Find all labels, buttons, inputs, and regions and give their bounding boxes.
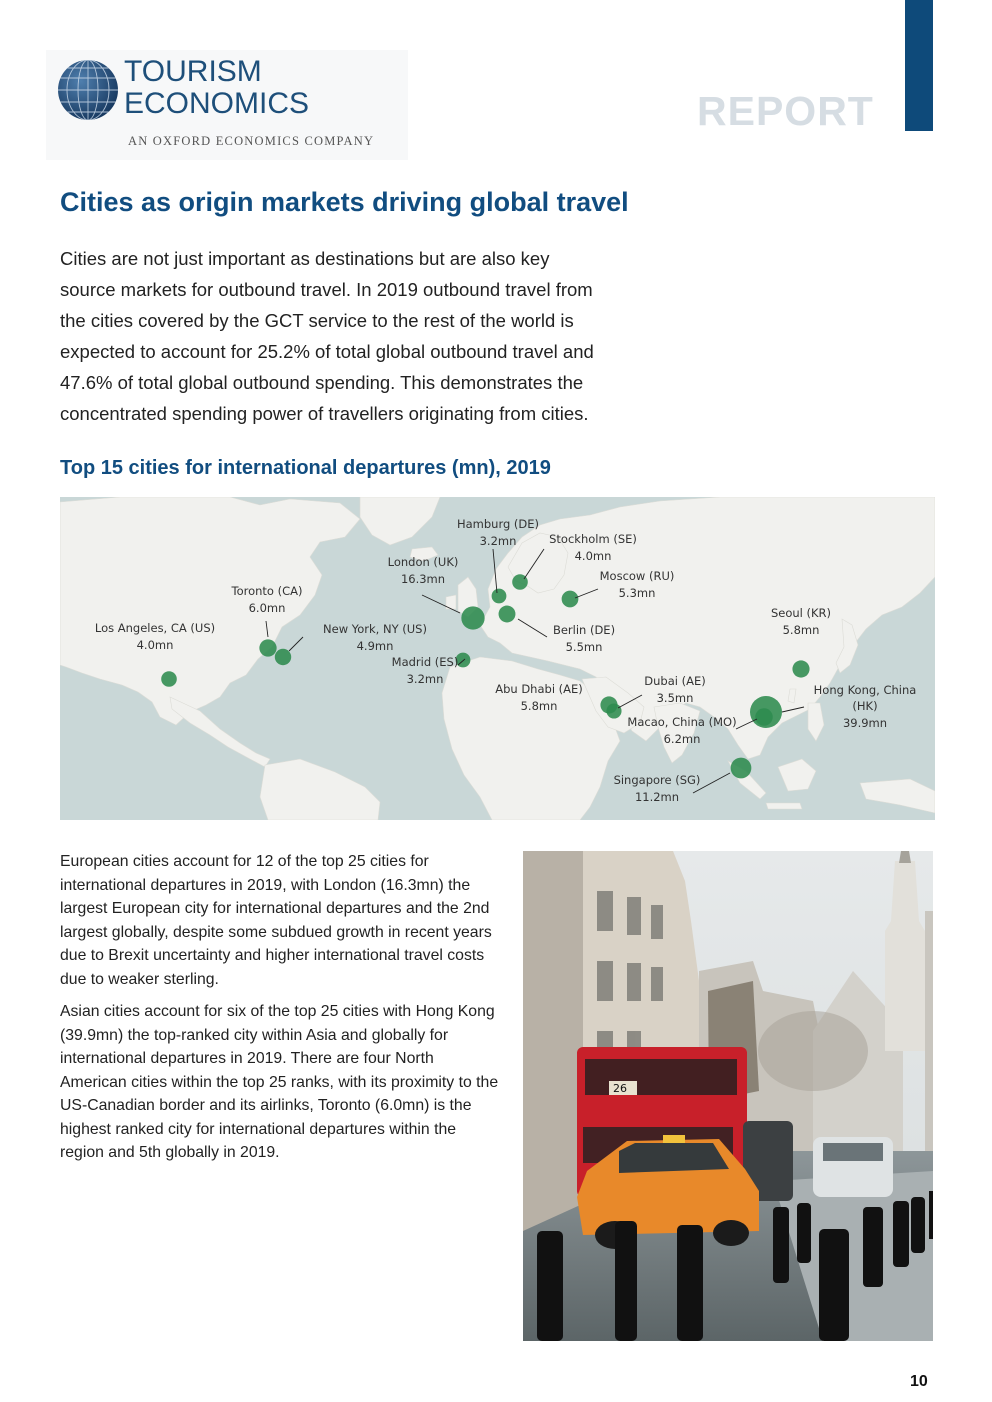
city-name-label: Toronto (CA) (231, 584, 303, 598)
page-title: Cities as origin markets driving global travel (60, 187, 629, 217)
city-bubble (606, 703, 621, 718)
city-name-label: Hong Kong, China (HK) (813, 683, 917, 713)
city-value-label: 5.8mn (782, 623, 820, 637)
city-name-label: Stockholm (SE) (549, 532, 637, 546)
globe-icon (56, 58, 120, 122)
left-building-shadow (523, 851, 583, 1231)
city-bubble (731, 758, 752, 779)
intro-line: Cities are not just important as destinations but are also key (60, 248, 550, 269)
header-accent-bar (905, 0, 933, 131)
city-bubble (275, 649, 291, 665)
city-value-label: 39.9mn (842, 716, 888, 730)
body-paragraph: Asian cities account for six of the top 25 cities with Hong Kong (39.9mn) the top-ranked city within Asia and globally for international departures in 2019. There are four North American cities within the top 25 ranks, with its proximity to the US-Canadian border and its airlinks, Toronto (6.0mn) is the highest ranked city for international departures within the region and 5th globally in 2019. (60, 1003, 499, 1161)
city-value-label: 5.5mn (565, 640, 603, 654)
intro-line: expected to account for 25.2% of total global outbound travel and (60, 341, 594, 362)
city-bubble (492, 589, 507, 604)
city-value-label: 11.2mn (634, 790, 680, 804)
city-name-label: Macao, China (MO) (627, 715, 737, 729)
city-name-label: Moscow (RU) (599, 569, 675, 583)
city-name-label: Madrid (ES) (391, 655, 459, 669)
city-name-label: Berlin (DE) (552, 623, 616, 637)
intro-line: concentrated spending power of travellers originating from cities. (60, 403, 589, 424)
body-paragraph: European cities account for 12 of the top 25 cities for international departures in 2019, with London (16.3mn) the largest European city for international departures and the 2nd largest globally, despite some subdued growth in recent years due to Brexit uncertainty and higher international travel costs due to weaker sterling. (60, 853, 492, 988)
bare-tree (758, 1011, 868, 1091)
page-number: 10 (910, 1373, 928, 1390)
city-value-label: 3.2mn (479, 534, 517, 548)
city-value-label: 5.8mn (520, 699, 558, 713)
logo-word-economics: ECONOMICS (124, 87, 310, 120)
city-name-label: Singapore (SG) (613, 773, 701, 787)
body-text (60, 850, 500, 1174)
spire-top (899, 851, 911, 863)
city-bubble (562, 591, 579, 608)
intro-line: 47.6% of total global outbound spending. This demonstrates the (60, 372, 584, 393)
city-name-label: New York, NY (US) (323, 622, 427, 636)
city-bubble (755, 708, 772, 725)
city-bubble (461, 606, 484, 629)
intro-paragraph (60, 243, 660, 429)
chart-title: Top 15 cities for international departures (mn), 2019 (60, 457, 551, 479)
white-car-windscreen (823, 1143, 883, 1161)
company-logo (46, 50, 408, 160)
city-value-label: 6.2mn (663, 732, 701, 746)
city-value-label: 4.0mn (574, 549, 612, 563)
logo-word-tourism: TOURISM (124, 55, 262, 88)
land-java (766, 803, 802, 809)
city-value-label: 4.0mn (136, 638, 174, 652)
city-bubble (259, 639, 276, 656)
city-value-label: 3.5mn (656, 691, 694, 705)
city-value-label: 5.3mn (618, 586, 656, 600)
city-name-label: Abu Dhabi (AE) (495, 682, 583, 696)
city-value-label: 6.0mn (248, 601, 286, 615)
right-edge-building (925, 911, 933, 1151)
bus-route-number: 26 (613, 1082, 627, 1095)
city-name-label: Los Angeles, CA (US) (94, 621, 216, 635)
photo-illustration (523, 851, 933, 1341)
city-name-label: Hamburg (DE) (456, 517, 540, 531)
city-name-label: Dubai (AE) (644, 674, 706, 688)
city-bubble (161, 671, 177, 687)
city-name-label: London (UK) (387, 555, 459, 569)
report-label: REPORT (697, 88, 874, 134)
city-bubble (792, 660, 809, 677)
departures-map (60, 497, 935, 820)
city-value-label: 16.3mn (400, 572, 446, 586)
intro-line: the cities covered by the GCT service to the rest of the world is (60, 310, 574, 331)
logo-tagline: AN OXFORD ECONOMICS COMPANY (128, 134, 375, 148)
city-value-label: 3.2mn (406, 672, 444, 686)
city-name-label: Seoul (KR) (770, 606, 832, 620)
map-canvas (60, 497, 935, 820)
london-street-photo (523, 851, 933, 1341)
city-bubble (499, 606, 516, 623)
intro-line: source markets for outbound travel. In 2019 outbound travel from (60, 279, 593, 300)
city-value-label: 4.9mn (356, 639, 394, 653)
